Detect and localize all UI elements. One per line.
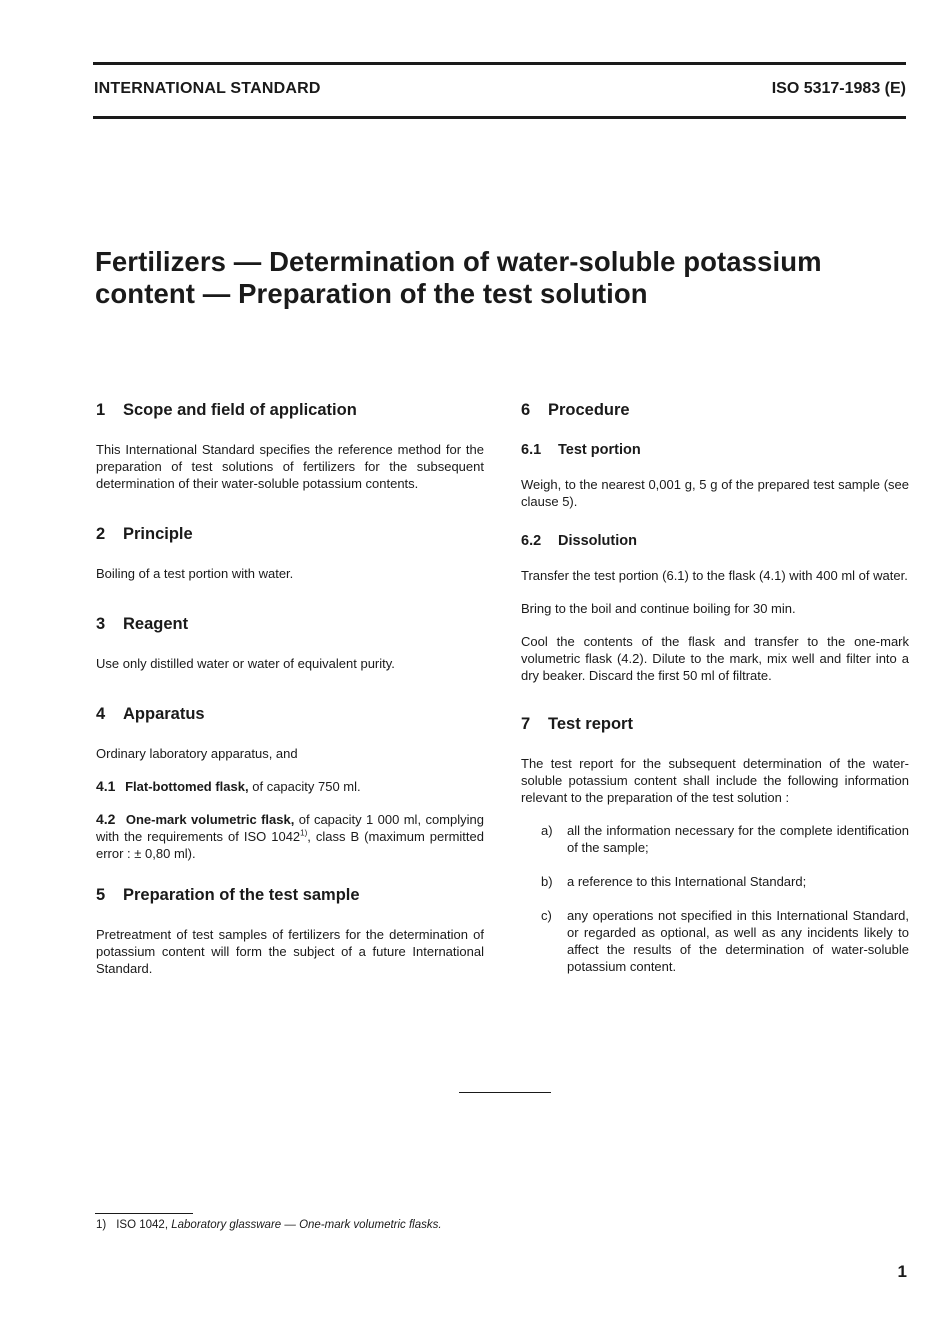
- section-title: Scope and field of application: [123, 401, 357, 419]
- footnote-rule: [95, 1213, 193, 1214]
- footnote-label: 1): [96, 1219, 107, 1231]
- subsection-number: 6.2: [521, 533, 542, 549]
- list-item: [541, 822, 909, 856]
- paragraph: Pretreatment of test samples of fertilizers for the determination of potassium content will form the subject of a future International Standard.: [96, 927, 484, 976]
- clause-text: of capacity 1 000 ml, complying with the requirements of ISO 1042: [96, 812, 484, 844]
- footnote: [96, 1218, 442, 1232]
- end-of-text-rule: [459, 1092, 551, 1093]
- section-number: 3: [96, 615, 106, 633]
- clause-number: 4.1: [96, 778, 116, 794]
- section-number: 5: [96, 886, 106, 904]
- section-heading: [521, 714, 909, 734]
- section-title: Test report: [548, 715, 633, 733]
- page-number: 1: [897, 1262, 907, 1281]
- header-bottom-rule: [93, 116, 906, 119]
- list-item: [541, 907, 909, 975]
- section-scope: [96, 400, 484, 492]
- footnote-ref: ISO 1042,: [116, 1219, 169, 1231]
- subsection-title: Test portion: [558, 442, 641, 458]
- list-item-text: a reference to this International Standard;: [567, 874, 807, 889]
- paragraph: Bring to the boil and continue boiling for 30 min.: [521, 601, 796, 616]
- paragraph: Cool the contents of the flask and transfer to the one-mark volumetric flask (4.2). Dilute to the mark, mix well and filter into a dry beaker. Discard the first 50 ml of filtrate.: [521, 634, 909, 683]
- paragraph: Weigh, to the nearest 0,001 g, 5 g of the prepared test sample (see clause 5).: [521, 477, 909, 509]
- left-column: [96, 400, 484, 1009]
- paragraph: Ordinary laboratory apparatus, and: [96, 746, 298, 761]
- section-heading: [96, 614, 484, 634]
- list-item: [541, 873, 909, 890]
- header-top-rule: [93, 62, 906, 65]
- clause-text-cont: , class B (maximum permitted error : ± 0,80 ml).: [96, 829, 484, 861]
- subsection-number: 6.1: [521, 442, 542, 458]
- section-heading: [96, 400, 484, 420]
- list-item-label: b): [541, 874, 553, 889]
- clause-4-2: [96, 811, 484, 862]
- section-principle: [96, 524, 484, 582]
- section-number: 6: [521, 401, 531, 419]
- section-heading: [521, 400, 909, 420]
- section-title: Principle: [123, 525, 193, 543]
- clause-term: Flat-bottomed flask,: [125, 779, 249, 794]
- clause-4-1: [96, 778, 484, 795]
- standard-number: ISO 5317-1983 (E): [771, 80, 906, 97]
- clause-text: of capacity 750 ml.: [252, 779, 361, 794]
- section-apparatus: [96, 704, 484, 862]
- subsection-test-portion: [521, 441, 909, 510]
- section-reagent: [96, 614, 484, 672]
- section-number: 2: [96, 525, 106, 543]
- section-title: Preparation of the test sample: [123, 886, 360, 904]
- list-item-text: any operations not specified in this International Standard, or regarded as optional, as well as any incidents likely to affect the results of the determination of water-soluble potassium content.: [567, 908, 909, 974]
- paragraph: Boiling of a test portion with water.: [96, 566, 294, 581]
- clause-number: 4.2: [96, 811, 116, 827]
- paragraph: This International Standard specifies the reference method for the preparation of test solutions of fertilizers for the subsequent determination of their water-soluble potassium contents.: [96, 442, 484, 491]
- list-item-label: a): [541, 823, 553, 838]
- section-number: 1: [96, 401, 106, 419]
- page-title: [95, 246, 895, 310]
- footnote-marker: 1): [300, 828, 308, 838]
- section-title: Reagent: [123, 615, 189, 633]
- document-type-label: INTERNATIONAL STANDARD: [94, 80, 321, 97]
- subsection-heading: [521, 441, 909, 459]
- section-title: Apparatus: [123, 705, 205, 723]
- section-heading: [96, 885, 484, 905]
- subsection-heading: [521, 532, 909, 550]
- section-title: Procedure: [548, 401, 630, 419]
- paragraph: The test report for the subsequent determination of the water-soluble potassium content shall include the following information relevant to the preparation of the test solution :: [521, 756, 909, 805]
- title-line-2: content — Preparation of the test solution: [95, 278, 648, 309]
- section-test-sample: [96, 885, 484, 977]
- subsection-title: Dissolution: [558, 533, 637, 549]
- section-heading: [96, 704, 484, 724]
- section-number: 7: [521, 715, 531, 733]
- subsection-dissolution: [521, 532, 909, 684]
- right-column: [521, 400, 909, 1007]
- footnote-text: Laboratory glassware — One-mark volumetric flasks.: [171, 1219, 442, 1231]
- section-test-report: [521, 714, 909, 975]
- section-heading: [96, 524, 484, 544]
- list-item-text: all the information necessary for the complete identification of the sample;: [567, 823, 909, 855]
- section-number: 4: [96, 705, 106, 723]
- section-procedure: [521, 400, 909, 684]
- paragraph: Transfer the test portion (6.1) to the flask (4.1) with 400 ml of water.: [521, 568, 908, 583]
- list-item-label: c): [541, 908, 552, 923]
- paragraph: Use only distilled water or water of equivalent purity.: [96, 656, 395, 671]
- clause-term: One-mark volumetric flask,: [125, 812, 295, 827]
- title-line-1: Fertilizers — Determination of water-soluble potassium: [95, 246, 822, 277]
